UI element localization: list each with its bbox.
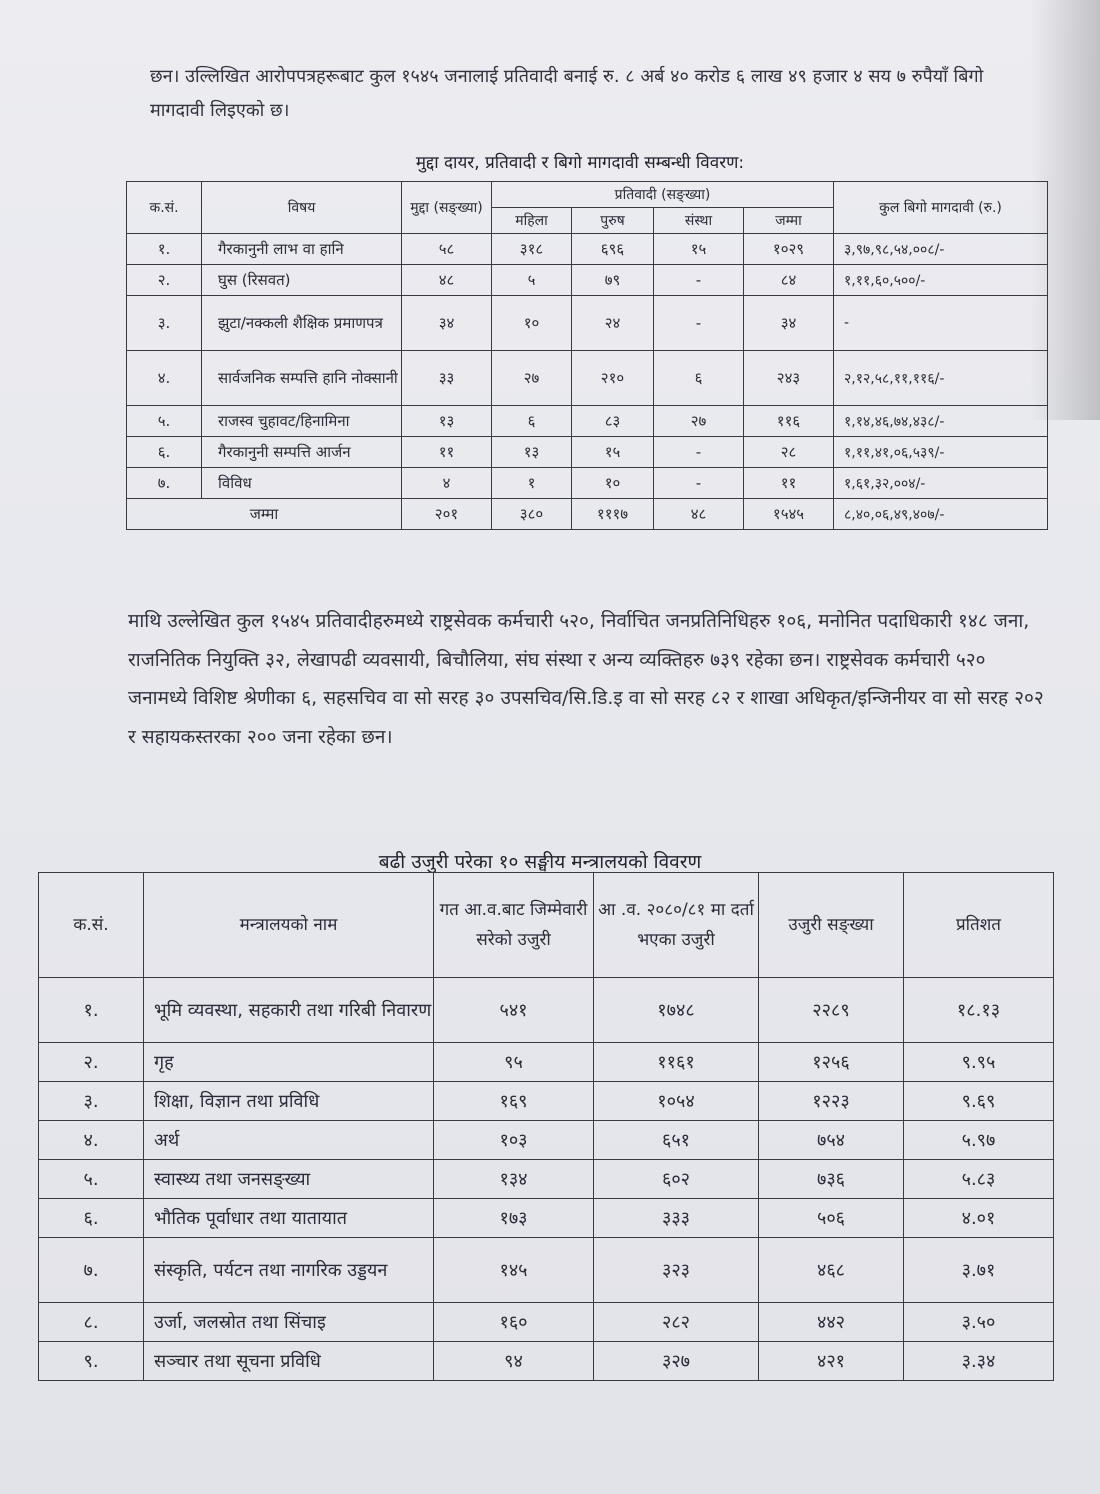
- table2-title: बढी उजुरी परेका १० सङ्घीय मन्त्रालयको विवरण: [378, 851, 702, 873]
- cell-ministry: स्वास्थ्य तथा जनसङ्ख्या: [144, 1160, 434, 1199]
- table-row: [127, 296, 1048, 351]
- cell-carried: ९४: [434, 1342, 594, 1381]
- cell-cases: ५८: [402, 234, 492, 265]
- cell-subject: गैरकानुनी सम्पत्ति आर्जन: [202, 437, 402, 468]
- cell-total: ११: [744, 468, 834, 499]
- cell-sn: ६.: [127, 437, 202, 468]
- cell-female: ३१८: [492, 234, 572, 265]
- cell-subject: झुटा/नक्कली शैक्षिक प्रमाणपत्र: [202, 296, 402, 351]
- cell-count: ४२१: [759, 1342, 904, 1381]
- cell-sn: ९.: [39, 1342, 144, 1381]
- cell-subject: सार्वजनिक सम्पत्ति हानि नोक्सानी: [202, 351, 402, 406]
- cell-sn: ४.: [39, 1121, 144, 1160]
- cell-claim: १,१४,४६,७४,४३८/-: [834, 406, 1048, 437]
- cell-cases: ३३: [402, 351, 492, 406]
- total-total: १५४५: [744, 499, 834, 530]
- cell-sn: ६.: [39, 1199, 144, 1238]
- cell-total: ३४: [744, 296, 834, 351]
- cell-sn: ३.: [127, 296, 202, 351]
- header-org: संस्था: [654, 208, 744, 234]
- header-cases: मुद्दा (सङ्ख्या): [402, 182, 492, 234]
- cell-org: -: [654, 468, 744, 499]
- ministry-complaints-table: [38, 872, 1054, 1381]
- cell-carried: १३४: [434, 1160, 594, 1199]
- cell-total: २८: [744, 437, 834, 468]
- cell-org: ६: [654, 351, 744, 406]
- total-cases: २०१: [402, 499, 492, 530]
- cell-female: २७: [492, 351, 572, 406]
- cell-male: ८३: [572, 406, 654, 437]
- table-row: [127, 234, 1048, 265]
- cell-ministry: भूमि व्यवस्था, सहकारी तथा गरिबी निवारण: [144, 978, 434, 1043]
- cell-sn: ५.: [39, 1160, 144, 1199]
- cell-org: १५: [654, 234, 744, 265]
- cell-count: १२२३: [759, 1082, 904, 1121]
- cell-subject: राजस्व चुहावट/हिनामिना: [202, 406, 402, 437]
- cell-claim: २,१२,५८,११,११६/-: [834, 351, 1048, 406]
- cell-claim: १,६१,३२,००४/-: [834, 468, 1048, 499]
- cell-percent: ३.३४: [904, 1342, 1054, 1381]
- table1-title: मुद्दा दायर, प्रतिवादी र बिगो मागदावी सम्बन्धी विवरण:: [415, 153, 745, 173]
- cell-claim: ३,९७,९८,५४,००८/-: [834, 234, 1048, 265]
- cell-count: ४४२: [759, 1303, 904, 1342]
- cell-count: ७५४: [759, 1121, 904, 1160]
- defendants-paragraph: माथि उल्लेखित कुल १५४५ प्रतिवादीहरुमध्ये राष्ट्रसेवक कर्मचारी ५२०, निर्वाचित जनप्रतिनिधिहरु १०६, मनोनित पदाधिकारी १४८ जना, राजनितिक नियुक्ति ३२, लेखापढी व्यवसायी, बिचौलिया, संघ संस्था र अन्य व्यक्तिहरु ७३९ रहेका छन। राष्ट्रसेवक कर्मचारी ५२० जनामध्ये विशिष्ट श्रेणीका ६, सहसचिव वा सो सरह ३० उपसचिव/सि.डि.इ वा सो सरह ८२ र शाखा अधिकृत/इन्जिनीयर वा सो सरह २०२ र सहायकस्तरका २०० जना रहेका छन।: [128, 610, 1044, 748]
- table-row: [39, 1342, 1054, 1381]
- table-row: [39, 1121, 1054, 1160]
- cell-sn: ४.: [127, 351, 202, 406]
- cell-registered: १७४८: [594, 978, 759, 1043]
- table1-header-row: [127, 182, 1048, 208]
- header-defendants: प्रतिवादी (सङ्ख्या): [492, 182, 834, 208]
- header-female: महिला: [492, 208, 572, 234]
- cell-org: -: [654, 296, 744, 351]
- cell-subject: गैरकानुनी लाभ वा हानि: [202, 234, 402, 265]
- cell-percent: १८.१३: [904, 978, 1054, 1043]
- header-count: उजुरी सङ्ख्या: [759, 873, 904, 978]
- cell-org: -: [654, 437, 744, 468]
- cell-ministry: अर्थ: [144, 1121, 434, 1160]
- cell-registered: ६०२: [594, 1160, 759, 1199]
- table-row: [39, 1199, 1054, 1238]
- cell-cases: ४: [402, 468, 492, 499]
- cell-male: २१०: [572, 351, 654, 406]
- cell-sn: २.: [127, 265, 202, 296]
- cell-cases: १३: [402, 406, 492, 437]
- cell-sn: १.: [127, 234, 202, 265]
- cell-sn: २.: [39, 1043, 144, 1082]
- cell-carried: १७३: [434, 1199, 594, 1238]
- cell-female: १०: [492, 296, 572, 351]
- header-carried: गत आ.व.बाट जिम्मेवारी सरेको उजुरी: [434, 873, 594, 978]
- cell-cases: ११: [402, 437, 492, 468]
- cell-female: ५: [492, 265, 572, 296]
- table1-total-row: [127, 499, 1048, 530]
- cell-carried: १६९: [434, 1082, 594, 1121]
- table-row: [127, 265, 1048, 296]
- cell-sn: ७.: [127, 468, 202, 499]
- cell-male: १०: [572, 468, 654, 499]
- cell-count: ५०६: [759, 1199, 904, 1238]
- table2-header-row: [39, 873, 1054, 978]
- cell-registered: २८२: [594, 1303, 759, 1342]
- header-sn: क.सं.: [127, 182, 202, 234]
- total-male: १११७: [572, 499, 654, 530]
- cell-male: १५: [572, 437, 654, 468]
- header-sn: क.सं.: [39, 873, 144, 978]
- cell-claim: १,११,६०,५००/-: [834, 265, 1048, 296]
- table-row: [127, 468, 1048, 499]
- cases-defendants-table: [126, 181, 1048, 530]
- cell-carried: ५४१: [434, 978, 594, 1043]
- cell-total: ११६: [744, 406, 834, 437]
- cell-carried: ९५: [434, 1043, 594, 1082]
- cell-cases: ४८: [402, 265, 492, 296]
- cell-claim: १,११,४१,०६,५३९/-: [834, 437, 1048, 468]
- header-subject: विषय: [202, 182, 402, 234]
- cell-male: ६९६: [572, 234, 654, 265]
- cell-count: १२५६: [759, 1043, 904, 1082]
- table-row: [39, 1043, 1054, 1082]
- cell-percent: ९.९५: [904, 1043, 1054, 1082]
- total-org: ४८: [654, 499, 744, 530]
- header-claim: कुल बिगो मागदावी (रु.): [834, 182, 1048, 234]
- total-claim: ८,४०,०६,४९,४०७/-: [834, 499, 1048, 530]
- cell-ministry: उर्जा, जलस्रोत तथा सिंचाइ: [144, 1303, 434, 1342]
- cell-total: २४३: [744, 351, 834, 406]
- cell-percent: ९.६९: [904, 1082, 1054, 1121]
- header-ministry: मन्त्रालयको नाम: [144, 873, 434, 978]
- table-row: [39, 1160, 1054, 1199]
- cell-subject: घुस (रिसवत): [202, 265, 402, 296]
- cell-total: १०२९: [744, 234, 834, 265]
- cell-count: ४६८: [759, 1238, 904, 1303]
- header-percent: प्रतिशत: [904, 873, 1054, 978]
- cell-percent: ५.९७: [904, 1121, 1054, 1160]
- cell-registered: ६५१: [594, 1121, 759, 1160]
- table-row: [39, 1303, 1054, 1342]
- table-row: [39, 1082, 1054, 1121]
- cell-org: २७: [654, 406, 744, 437]
- total-female: ३८०: [492, 499, 572, 530]
- cell-female: ६: [492, 406, 572, 437]
- cell-sn: ५.: [127, 406, 202, 437]
- cell-ministry: भौतिक पूर्वाधार तथा यातायात: [144, 1199, 434, 1238]
- cell-carried: १०३: [434, 1121, 594, 1160]
- cell-subject: विविध: [202, 468, 402, 499]
- cell-count: ७३६: [759, 1160, 904, 1199]
- cell-ministry: सञ्चार तथा सूचना प्रविधि: [144, 1342, 434, 1381]
- cell-org: -: [654, 265, 744, 296]
- header-total: जम्मा: [744, 208, 834, 234]
- cell-carried: १४५: [434, 1238, 594, 1303]
- table-row: [127, 351, 1048, 406]
- header-male: पुरुष: [572, 208, 654, 234]
- cell-sn: ७.: [39, 1238, 144, 1303]
- cell-ministry: गृह: [144, 1043, 434, 1082]
- cell-carried: १६०: [434, 1303, 594, 1342]
- intro-paragraph: छन। उल्लिखित आरोपपत्रहरूबाट कुल १५४५ जनालाई प्रतिवादी बनाई रु. ८ अर्ब ४० करोड ६ लाख ४९ हजार ४ सय ७ रुपैयाँ बिगो मागदावी लिइएको छ।: [150, 66, 984, 121]
- cell-female: १: [492, 468, 572, 499]
- cell-percent: ३.५०: [904, 1303, 1054, 1342]
- cell-registered: १०५४: [594, 1082, 759, 1121]
- cell-cases: ३४: [402, 296, 492, 351]
- cell-ministry: शिक्षा, विज्ञान तथा प्रविधि: [144, 1082, 434, 1121]
- table-row: [39, 978, 1054, 1043]
- cell-count: २२८९: [759, 978, 904, 1043]
- table-row: [127, 406, 1048, 437]
- cell-registered: ११६१: [594, 1043, 759, 1082]
- cell-male: २४: [572, 296, 654, 351]
- cell-sn: १.: [39, 978, 144, 1043]
- cell-ministry: संस्कृति, पर्यटन तथा नागरिक उड्डयन: [144, 1238, 434, 1303]
- cell-claim: -: [834, 296, 1048, 351]
- total-label: जम्मा: [127, 499, 402, 530]
- table-row: [127, 437, 1048, 468]
- header-registered: आ .व. २०८०/८१ मा दर्ता भएका उजुरी: [594, 873, 759, 978]
- cell-percent: ३.७१: [904, 1238, 1054, 1303]
- cell-registered: ३२३: [594, 1238, 759, 1303]
- cell-male: ७९: [572, 265, 654, 296]
- table-row: [39, 1238, 1054, 1303]
- cell-registered: ३३३: [594, 1199, 759, 1238]
- cell-sn: ३.: [39, 1082, 144, 1121]
- cell-total: ८४: [744, 265, 834, 296]
- cell-female: १३: [492, 437, 572, 468]
- cell-registered: ३२७: [594, 1342, 759, 1381]
- cell-percent: ४.०१: [904, 1199, 1054, 1238]
- cell-percent: ५.८३: [904, 1160, 1054, 1199]
- cell-sn: ८.: [39, 1303, 144, 1342]
